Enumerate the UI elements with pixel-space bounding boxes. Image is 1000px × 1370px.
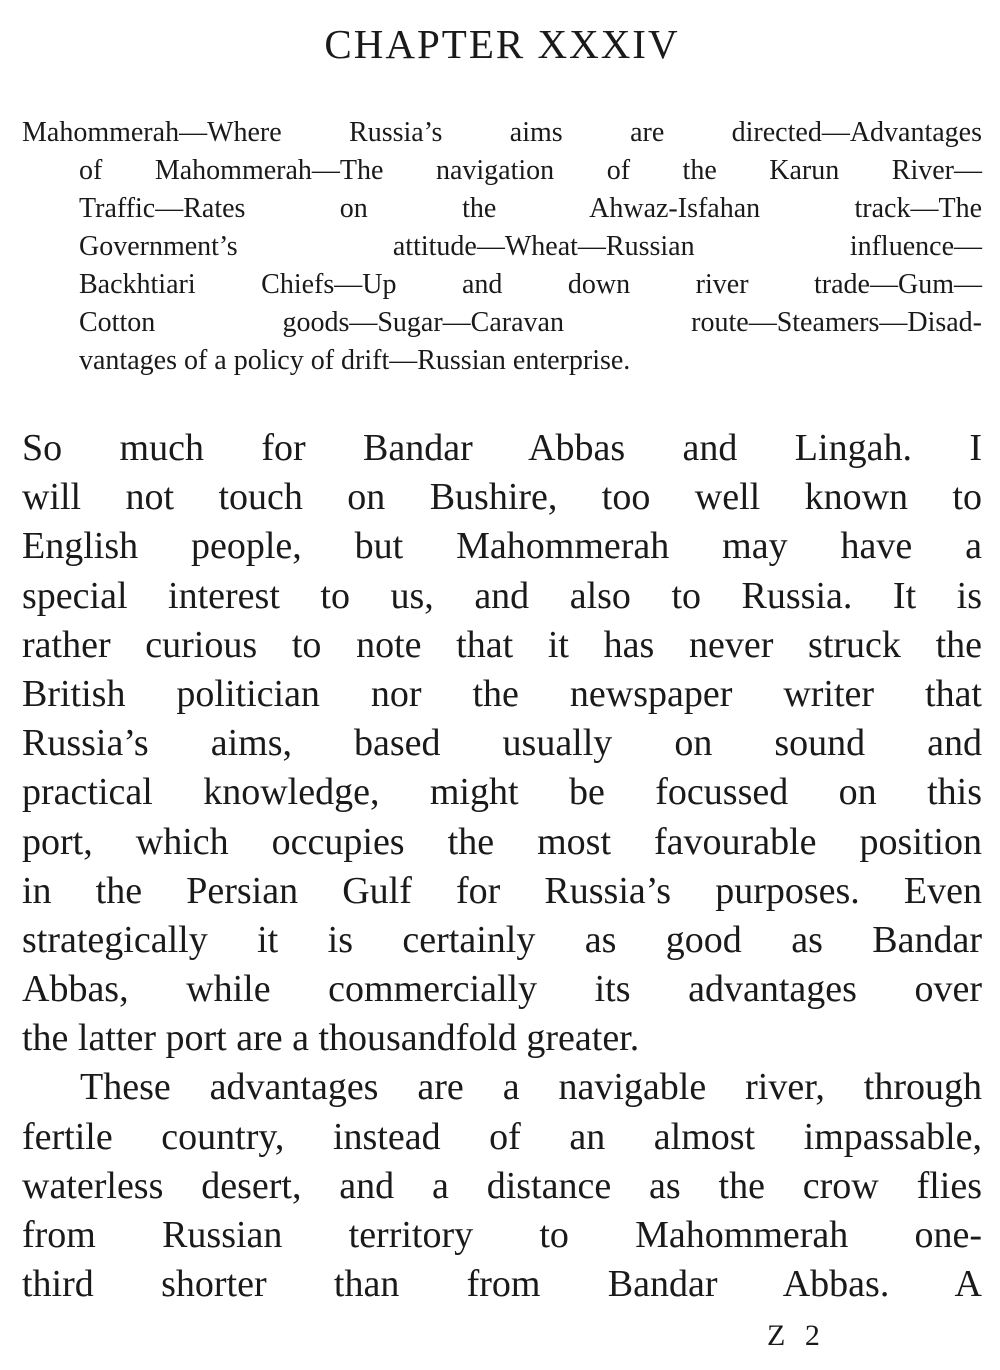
text-line: in the Persian Gulf for Russia’s purposes. Even xyxy=(22,869,982,912)
synopsis-line: Mahommerah—Where Russia’s aims are directed—Advantages xyxy=(22,117,982,148)
text-line: strategically it is certainly as good as Bandar xyxy=(22,918,982,961)
chapter-synopsis xyxy=(22,114,982,380)
text-line: port, which occupies the most favourable position xyxy=(22,820,982,863)
text-line: Abbas, while commercially its advantages over xyxy=(22,968,982,1011)
synopsis-line: of Mahommerah—The navigation of the Karun River— xyxy=(79,155,982,186)
paragraph-1 xyxy=(22,424,982,1063)
text-line: So much for Bandar Abbas and Lingah. I xyxy=(22,427,982,469)
text-line: Russia’s aims, based usually on sound and xyxy=(22,722,982,765)
synopsis-line: vantages of a policy of drift—Russian enterprise. xyxy=(79,345,631,376)
synopsis-line: Backhtiari Chiefs—Up and down river trade—Gum— xyxy=(79,269,982,300)
text-line: These advantages are a navigable river, through xyxy=(80,1066,982,1109)
synopsis-line: Government’s attitude—Wheat—Russian influence— xyxy=(79,231,982,262)
chapter-title: CHAPTER XXXIV xyxy=(324,21,680,67)
text-line: the latter port are a thousandfold greater. xyxy=(22,1017,640,1060)
synopsis-line: Traffic—Rates on the Ahwaz-Isfahan track—The xyxy=(79,193,982,224)
text-line: waterless desert, and a distance as the crow flies xyxy=(22,1164,982,1207)
text-line: English people, but Mahommerah may have a xyxy=(22,525,982,568)
text-line: third shorter than from Bandar Abbas. A xyxy=(22,1263,982,1306)
text-line: will not touch on Bushire, too well known to xyxy=(22,476,982,519)
text-line: fertile country, instead of an almost impassable, xyxy=(22,1115,982,1158)
paragraph-2 xyxy=(22,1063,982,1309)
book-page xyxy=(22,0,982,1370)
text-line: rather curious to note that it has never struck the xyxy=(22,623,982,666)
text-line: from Russian territory to Mahommerah one- xyxy=(22,1214,982,1256)
text-line: practical knowledge, might be focussed on this xyxy=(22,771,982,814)
text-line: special interest to us, and also to Russia. It is xyxy=(22,574,982,617)
signature-mark: Z 2 xyxy=(767,1319,826,1352)
synopsis-line: Cotton goods—Sugar—Caravan route—Steamers—Disad- xyxy=(79,307,982,338)
text-line: British politician nor the newspaper writer that xyxy=(22,672,982,715)
body-text xyxy=(22,424,982,1309)
